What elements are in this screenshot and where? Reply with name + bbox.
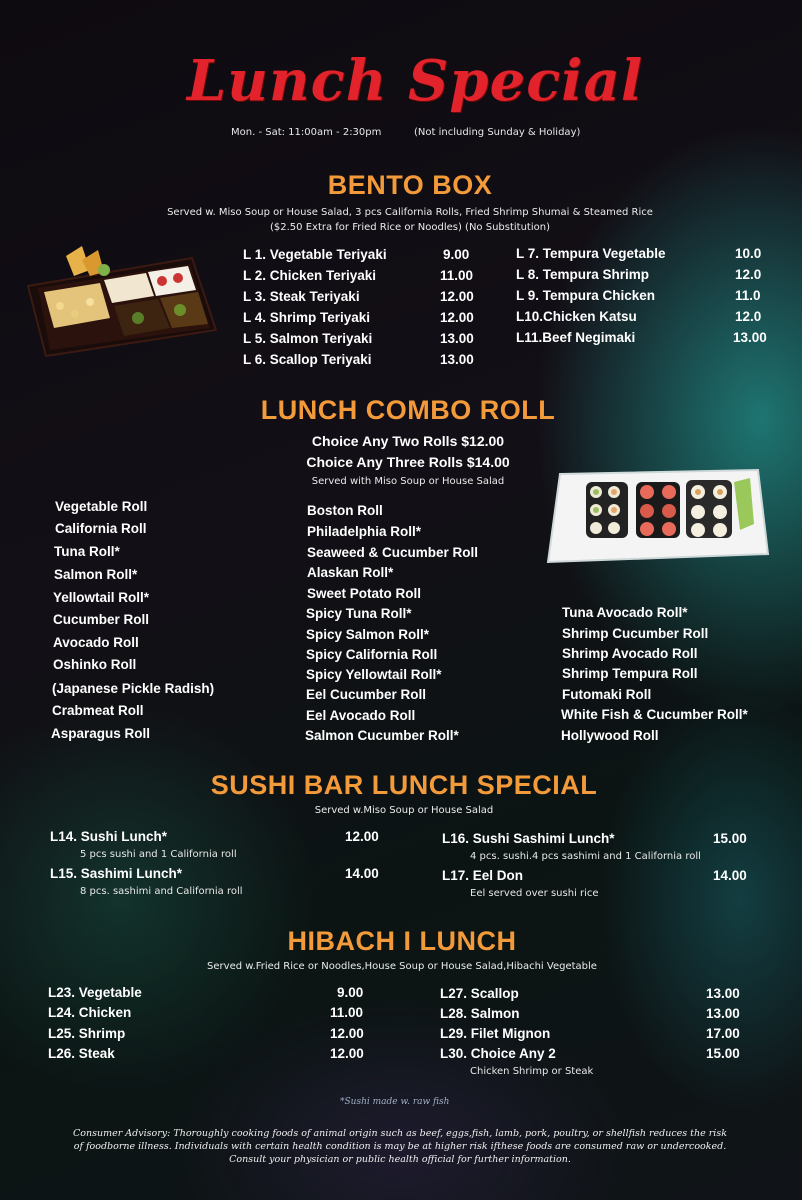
bento-item-price: 11.00 — [440, 268, 474, 283]
sushi-item-price: 15.00 — [713, 831, 747, 846]
bento-item-name: L 4. Shrimp Teriyaki — [243, 310, 371, 325]
bento-item-name: L 5. Salmon Teriyaki — [243, 331, 373, 346]
roll-item: Salmon Cucumber Roll* — [305, 728, 459, 743]
roll-item: Boston Roll — [307, 503, 383, 518]
bento-item-price: 12.00 — [440, 289, 474, 304]
bento-item-price: 11.0 — [735, 288, 761, 303]
bento-item-name: L10.Chicken Katsu — [516, 309, 637, 324]
raw-fish-footnote: *Sushi made w. raw fish — [340, 1097, 450, 1107]
roll-item: Eel Avocado Roll — [306, 708, 416, 723]
roll-item: Salmon Roll* — [54, 567, 138, 582]
hours-note: (Not including Sunday & Holiday) — [414, 127, 581, 138]
bento-extra-note: ($2.50 Extra for Fried Rice or Noodles) (No Substitution) — [270, 222, 550, 233]
sushi-item-price: 14.00 — [713, 868, 747, 883]
roll-item: Philadelphia Roll* — [307, 524, 422, 539]
roll-item: Futomaki Roll — [562, 687, 652, 702]
hibachi-item-price: 13.00 — [706, 1006, 740, 1021]
hibachi-served-note: Served w.Fried Rice or Noodles,House Soup or House Salad,Hibachi Vegetable — [207, 961, 597, 972]
sushi-served-note: Served w.Miso Soup or House Salad — [314, 805, 494, 816]
hibachi-item-name: L25. Shrimp — [48, 1026, 126, 1041]
sushi-item-desc: 4 pcs. sushi.4 pcs sashimi and 1 California roll — [470, 851, 701, 862]
roll-item: Yellowtail Roll* — [53, 590, 150, 605]
bento-item-price: 13.00 — [733, 330, 767, 345]
hibachi-item-price: 11.00 — [330, 1005, 364, 1020]
advisory-line: of foodborne illness. Individuals with certain health condition is may be at higher risk ifthese foods are consumed raw or undercooked. — [73, 1141, 727, 1152]
combo-served-note: Served with Miso Soup or House Salad — [311, 476, 505, 487]
bento-item-price: 9.00 — [443, 247, 470, 262]
sushi-item-name: L15. Sashimi Lunch* — [50, 866, 183, 881]
roll-item: California Roll — [55, 521, 147, 536]
roll-item: Spicy Salmon Roll* — [306, 627, 430, 642]
hibachi-item-name: L26. Steak — [48, 1046, 115, 1061]
page-title: Lunch Special — [186, 48, 644, 114]
roll-item: Spicy California Roll — [306, 647, 438, 662]
hibachi-item-name: L30. Choice Any 2 — [440, 1046, 556, 1061]
bento-item-price: 13.00 — [440, 331, 474, 346]
roll-item: Spicy Tuna Roll* — [306, 606, 412, 621]
bento-item-name: L 1. Vegetable Teriyaki — [243, 247, 387, 262]
advisory-line: Consult your physician or public health official for further information. — [229, 1154, 571, 1165]
bento-item-price: 12.00 — [440, 310, 474, 325]
combo-choice-three: Choice Any Three Rolls $14.00 — [306, 454, 510, 470]
hibachi-item-name: L23. Vegetable — [48, 985, 142, 1000]
bento-item-name: L 2. Chicken Teriyaki — [243, 268, 377, 283]
roll-item: Spicy Yellowtail Roll* — [306, 667, 442, 682]
roll-item: Seaweed & Cucumber Roll — [307, 545, 479, 560]
roll-item: Sweet Potato Roll — [307, 586, 422, 601]
hibachi-item-price: 9.00 — [337, 985, 364, 1000]
hibachi-item-name: L28. Salmon — [440, 1006, 520, 1021]
roll-item: Eel Cucumber Roll — [306, 687, 427, 702]
sushi-item-name: L17. Eel Don — [442, 868, 524, 883]
bento-item-price: 12.0 — [735, 309, 762, 324]
advisory-line: Consumer Advisory: Thoroughly cooking foods of animal origin such as beef, eggs,fish, lamb, pork, poultry, or shellfish reduces the risk — [73, 1128, 727, 1139]
bento-item-name: L 7. Tempura Vegetable — [516, 246, 666, 261]
sushi-item-name: L14. Sushi Lunch* — [50, 829, 168, 844]
bento-box-image — [20, 236, 220, 360]
sushi-item-desc: 5 pcs sushi and 1 California roll — [80, 849, 237, 860]
roll-item: Cucumber Roll — [53, 612, 150, 627]
roll-item: Shrimp Cucumber Roll — [562, 626, 709, 641]
hibachi-item-price: 17.00 — [706, 1026, 740, 1041]
hibachi-item-name: L27. Scallop — [440, 986, 519, 1001]
bento-item-price: 12.0 — [735, 267, 762, 282]
roll-item: Avocado Roll — [53, 635, 139, 650]
sushi-item-price: 14.00 — [345, 866, 379, 881]
hibachi-item-name: L24. Chicken — [48, 1005, 132, 1020]
hibachi-item-price: 12.00 — [330, 1046, 364, 1061]
bento-heading: BENTO BOX — [327, 170, 493, 200]
combo-choice-two: Choice Any Two Rolls $12.00 — [311, 433, 505, 449]
roll-item: Shrimp Tempura Roll — [562, 666, 698, 681]
sushi-item-desc: Eel served over sushi rice — [470, 888, 599, 899]
hibachi-item-price: 15.00 — [706, 1046, 740, 1061]
bento-served-note: Served w. Miso Soup or House Salad, 3 pcs California Rolls, Fried Shrimp Shumai & Steamed Rice — [167, 207, 653, 218]
bento-item-name: L 3. Steak Teriyaki — [243, 289, 360, 304]
roll-item: White Fish & Cucumber Roll* — [561, 707, 748, 722]
consumer-advisory — [60, 1127, 740, 1166]
combo-heading: LUNCH COMBO ROLL — [260, 395, 556, 425]
sushi-plate-image — [544, 468, 770, 564]
roll-item: Alaskan Roll* — [307, 565, 394, 580]
sushi-item-desc: 8 pcs. sashimi and California roll — [80, 886, 243, 897]
sushi-heading: SUSHI BAR LUNCH SPECIAL — [210, 770, 598, 800]
sushi-item-name: L16. Sushi Sashimi Lunch* — [442, 831, 615, 846]
bento-item-price: 13.00 — [440, 352, 474, 367]
bento-item-price: 10.0 — [735, 246, 762, 261]
roll-item: Shrimp Avocado Roll — [562, 646, 698, 661]
roll-item: Asparagus Roll — [51, 726, 151, 741]
roll-item: Hollywood Roll — [561, 728, 659, 743]
hibachi-item-name: L29. Filet Mignon — [440, 1026, 551, 1041]
roll-item: Tuna Avocado Roll* — [562, 605, 688, 620]
roll-item: Crabmeat Roll — [52, 703, 144, 718]
roll-item: Tuna Roll* — [54, 544, 120, 559]
bento-item-name: L 8. Tempura Shrimp — [516, 267, 650, 282]
hibachi-item-price: 13.00 — [706, 986, 740, 1001]
roll-item: Vegetable Roll — [55, 499, 148, 514]
bento-item-name: L 9. Tempura Chicken — [516, 288, 656, 303]
hibachi-heading: HIBACH I LUNCH — [287, 926, 517, 956]
hibachi-choice-note: Chicken Shrimp or Steak — [470, 1066, 594, 1077]
sushi-item-price: 12.00 — [345, 829, 379, 844]
bento-item-name: L 6. Scallop Teriyaki — [243, 352, 372, 367]
roll-item: (Japanese Pickle Radish) — [52, 681, 215, 696]
roll-item: Oshinko Roll — [53, 657, 137, 672]
bento-item-name: L11.Beef Negimaki — [516, 330, 636, 345]
hibachi-item-price: 12.00 — [330, 1026, 364, 1041]
hours-text: Mon. - Sat: 11:00am - 2:30pm — [231, 127, 382, 138]
